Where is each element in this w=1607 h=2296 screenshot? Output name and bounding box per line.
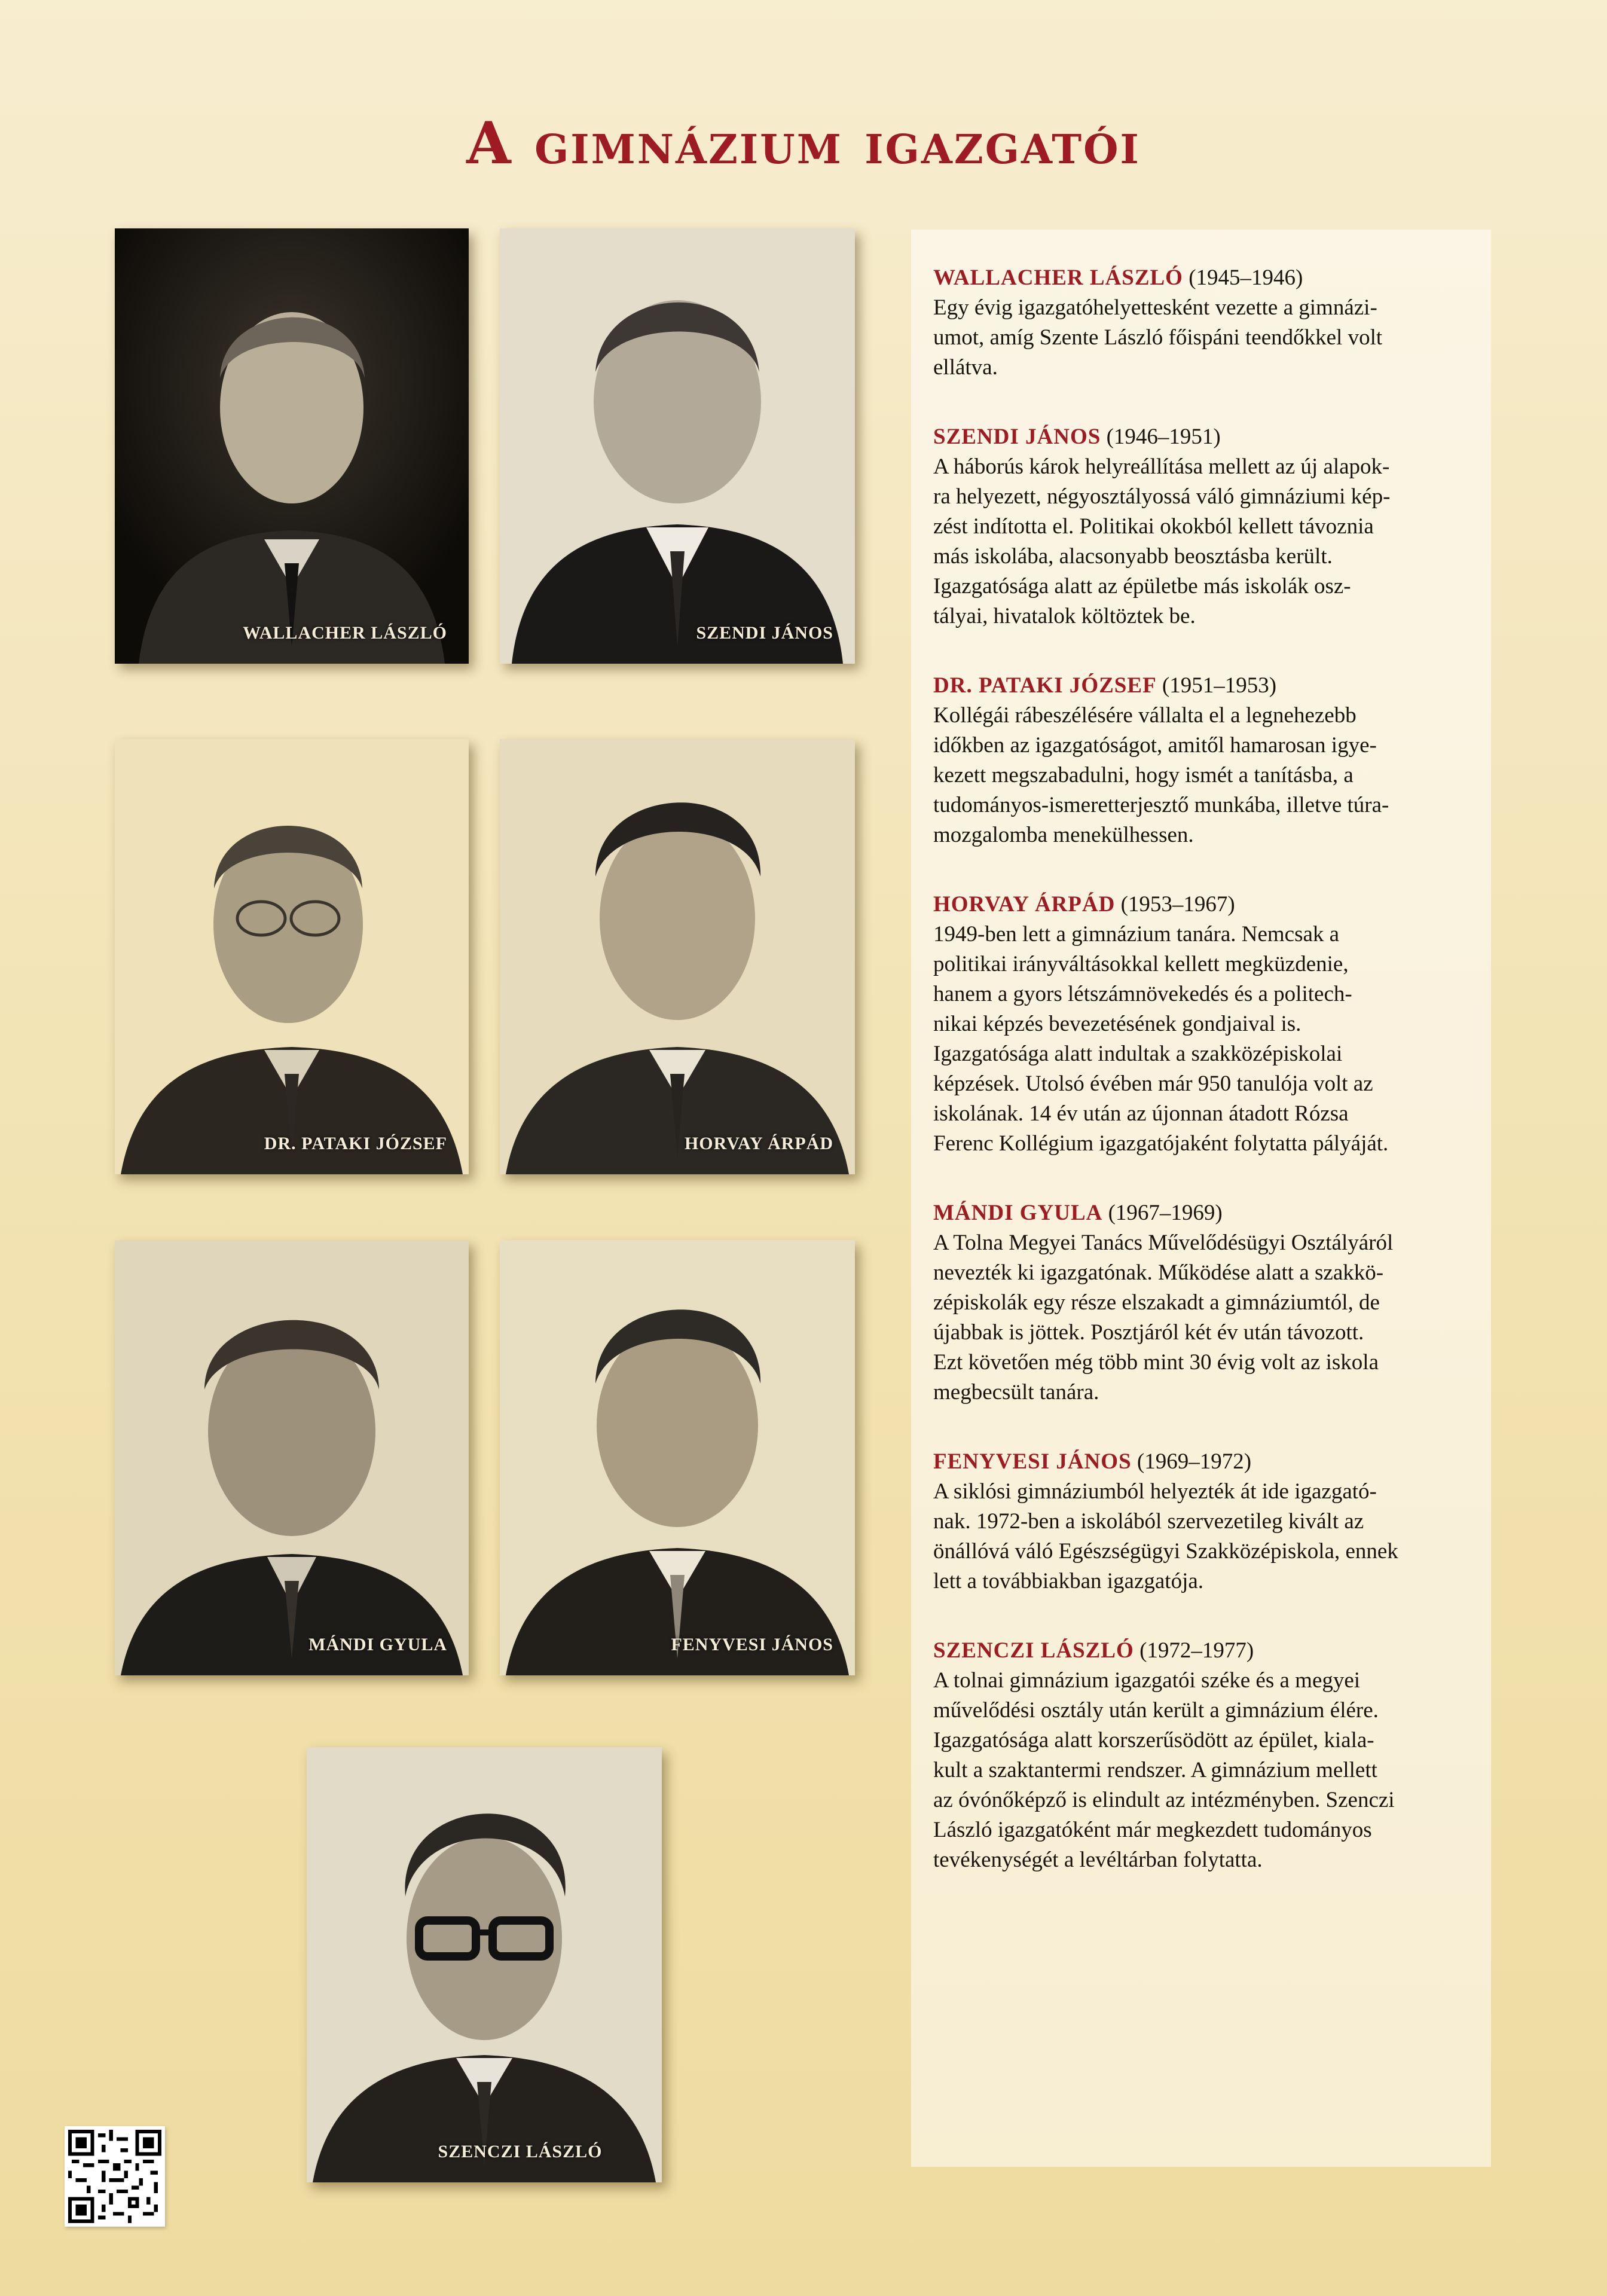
director-bio: A tolnai gimnázium igazgatói széke és a megyei művelődési osztály után került a gimnázium élére. Igazgatósága alatt korszerűsödött az épület, kiala- kult a szaktantermi rendszer. A gimnázium mellett az óvónőképző is elindult az intézményben. Szenczi László igazgatóként már megkezdett tudományos tevékenységét a levéltárban folytatta.	[933, 1668, 1395, 1872]
director-name: SZENDI JÁNOS	[933, 425, 1101, 449]
portrait-caption: WALLACHER LÁSZLÓ	[243, 623, 447, 643]
biography-entry	[933, 263, 1468, 383]
portrait-photo-6	[500, 1240, 855, 1675]
qr-code[interactable]	[65, 2126, 165, 2227]
director-name: SZENCZI LÁSZLÓ	[933, 1638, 1134, 1663]
director-name: WALLACHER LÁSZLÓ	[933, 265, 1183, 290]
portrait-image-6	[500, 1240, 855, 1675]
page-title: A gimnázium igazgatói	[466, 109, 1141, 177]
biography-entry	[933, 1447, 1468, 1596]
director-years: (1953–1967)	[1120, 892, 1235, 917]
director-years: (1969–1972)	[1136, 1449, 1252, 1474]
portrait-photo-2	[500, 228, 855, 664]
biography-entry	[933, 1636, 1468, 1875]
director-years: (1946–1951)	[1106, 425, 1221, 449]
biography-entry	[933, 422, 1468, 631]
portrait-image-5	[115, 1240, 469, 1675]
portrait-image-3	[115, 739, 469, 1174]
portrait-photo-3	[115, 739, 469, 1174]
director-bio: Egy évig igazgatóhelyettesként vezette a gimnázi- umot, amíg Szente László főispáni teendőkkel volt ellátva.	[933, 295, 1383, 380]
director-name: DR. PATAKI JÓZSEF	[933, 673, 1157, 698]
portrait-photo-5	[115, 1240, 469, 1675]
portrait-caption: FENYVESI JÁNOS	[671, 1635, 833, 1654]
biography-entry	[933, 671, 1468, 850]
director-bio: A háborús károk helyreállítása mellett az új alapok- ra helyezett, négyosztályossá váló gimnáziumi kép- zést indította el. Politikai okokból kellett távoznia más iskolába, alacsonyabb beosztásba került. Igazgatósága alatt az épületbe más iskolák osz- tályai, hivatalok költöztek be.	[933, 454, 1391, 628]
director-name: FENYVESI JÁNOS	[933, 1449, 1132, 1474]
biography-entry	[933, 1198, 1468, 1407]
portrait-photo-4	[500, 739, 855, 1174]
director-bio: 1949-ben lett a gimnázium tanára. Nemcsak a politikai irányváltásokkal kellett megküzdenie, hanem a gyors létszámnövekedés és a politech- nikai képzés bevezetésének gondjaival is. Igazgatósága alatt indultak a szakközépiskolai képzések. Utolsó évében már 950 tanulója volt az iskolának. 14 év után az újonnan átadott Rózsa Ferenc Kollégium igazgatójaként folytatta pályáját.	[933, 922, 1389, 1156]
portrait-image-2	[500, 228, 855, 664]
qr-code-icon	[68, 2130, 161, 2223]
portrait-photo-7	[307, 1747, 662, 2182]
director-years: (1972–1977)	[1139, 1638, 1254, 1663]
director-bio: A Tolna Megyei Tanács Művelődésügyi Osztályáról nevezték ki igazgatónak. Működése alatt a szakkö- zépiskolák egy része elszakadt a gimnáziumtól, de újabbak is jöttek. Posztjáról két év után távozott. Ezt követően még több mint 30 évig volt az iskola megbecsült tanára.	[933, 1231, 1394, 1405]
biography-entry	[933, 890, 1468, 1159]
portrait-caption: SZENDI JÁNOS	[696, 623, 833, 643]
director-name: MÁNDI GYULA	[933, 1201, 1103, 1225]
biography-panel	[911, 230, 1491, 2167]
director-years: (1951–1953)	[1162, 673, 1277, 698]
director-years: (1945–1946)	[1189, 265, 1303, 290]
portrait-caption: SZENCZI LÁSZLÓ	[438, 2142, 603, 2161]
portrait-image-4	[500, 739, 855, 1174]
portrait-image-1	[115, 228, 469, 664]
director-years: (1967–1969)	[1108, 1201, 1223, 1225]
director-bio: A siklósi gimnáziumból helyezték át ide igazgató- nak. 1972-ben a iskolából szervezetileg kivált az önállóvá váló Egészségügyi Szakközépiskola, ennek lett a továbbiakban igazgatója.	[933, 1479, 1398, 1593]
portrait-image-7	[307, 1747, 662, 2182]
portrait-caption: HORVAY ÁRPÁD	[684, 1134, 833, 1153]
director-bio: Kollégái rábeszélésére vállalta el a legnehezebb időkben az igazgatóságot, amitől hamarosan igye- kezett megszabadulni, hogy ismét a tanításba, a tudományos-ismeretterjesztő munkába, illetve túra- mozgalomba menekülhessen.	[933, 703, 1389, 847]
director-name: HORVAY ÁRPÁD	[933, 892, 1116, 917]
portrait-caption: DR. PATAKI JÓZSEF	[264, 1134, 447, 1153]
portrait-photo-1	[115, 228, 469, 664]
portrait-caption: MÁNDI GYULA	[308, 1635, 447, 1654]
